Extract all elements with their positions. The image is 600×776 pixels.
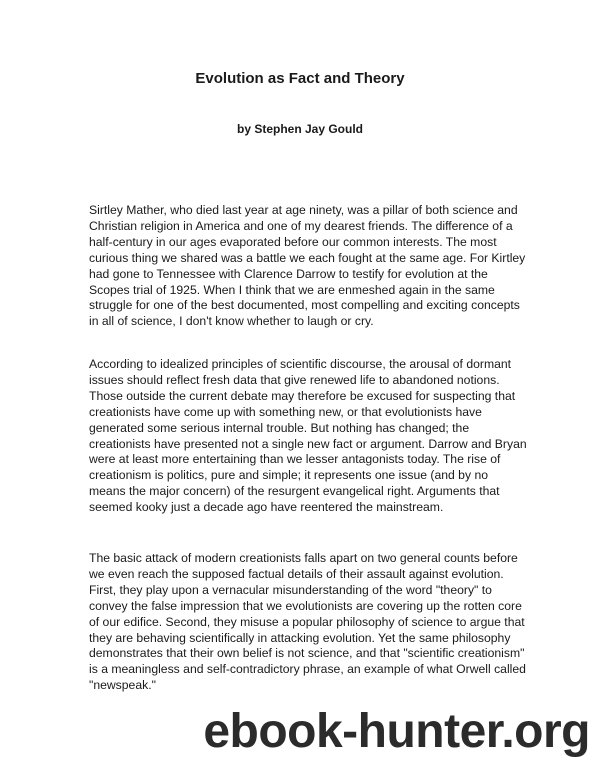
paragraph-line: of our edifice. Second, they misuse a popular philosophy of science to argue that [89,614,525,629]
paragraph-line: Those outside the current debate may therefore be excused for suspecting that [89,388,516,403]
document-title: Evolution as Fact and Theory [195,70,405,87]
paragraph-line: were at least more entertaining than we lesser antagonists today. The rise of [89,452,501,467]
paragraph-2 [89,357,527,516]
paragraph-line: The basic attack of modern creationists falls apart on two general counts before [89,551,518,565]
paragraph-line: we even reach the supposed factual details of their assault against evolution. [89,566,504,581]
paragraph-line: means the major concern) of the resurgent evangelical right. Arguments that [89,484,500,499]
paragraph-line: creationists have presented not a single new fact or argument. Darrow and Bryan [89,436,527,451]
paragraph-line: is a meaningless and self-contradictory phrase, an example of what Orwell called [89,662,526,677]
paragraph-line: half-century in our ages evaporated before our common interests. The most [89,234,497,249]
paragraph-line: Scopes trial of 1925. When I think that we are enmeshed again in the same [89,282,495,297]
paragraph-line: creationism is politics, pure and simple; it represents one issue (and by no [89,468,488,483]
paragraph-line: Sirtley Mather, who died last year at age ninety, was a pillar of both science and [89,203,518,217]
paragraph-line: convey the false impression that we evolutionists are covering up the rotten core [89,598,522,613]
paragraph-line: issues should reflect fresh data that give renewed life to abandoned notions. [89,372,500,387]
paragraph-line: creationists have come up with something new, or that evolutionists have [89,404,482,419]
document-author: by Stephen Jay Gould [236,122,364,136]
paragraph-line: According to idealized principles of scientific discourse, the arousal of dormant [89,357,512,371]
paragraph-line: First, they play upon a vernacular misunderstanding of the word "theory" to [89,582,492,597]
paragraph-line: they are behaving scientifically in attacking evolution. Yet the same philosophy [89,630,511,645]
paragraph-line: curious thing we shared was a battle we each fought at the same age. For Kirtley [89,250,526,265]
paragraph-line: had gone to Tennessee with Clarence Darrow to testify for evolution at the [89,266,488,281]
paragraph-line: Christian religion in America and one of my dearest friends. The difference of a [89,218,513,233]
paragraph-line: demonstrates that their own belief is not science, and that "scientific creationism" [89,646,525,661]
paragraph-1 [89,203,526,330]
watermark-text: ebook-hunter.org [203,705,590,758]
paragraph-line: generated some serious internal trouble. But nothing has changed; the [89,420,470,435]
paragraph-line: struggle for one of the best documented, most compelling and exciting concepts [89,298,520,313]
paragraph-line: "newspeak." [89,678,156,693]
paragraph-3 [89,551,526,694]
paragraph-line: seemed kooky just a decade ago have reentered the mainstream. [89,500,444,515]
paragraph-line: in all of science, I don't know whether to laugh or cry. [89,314,374,329]
